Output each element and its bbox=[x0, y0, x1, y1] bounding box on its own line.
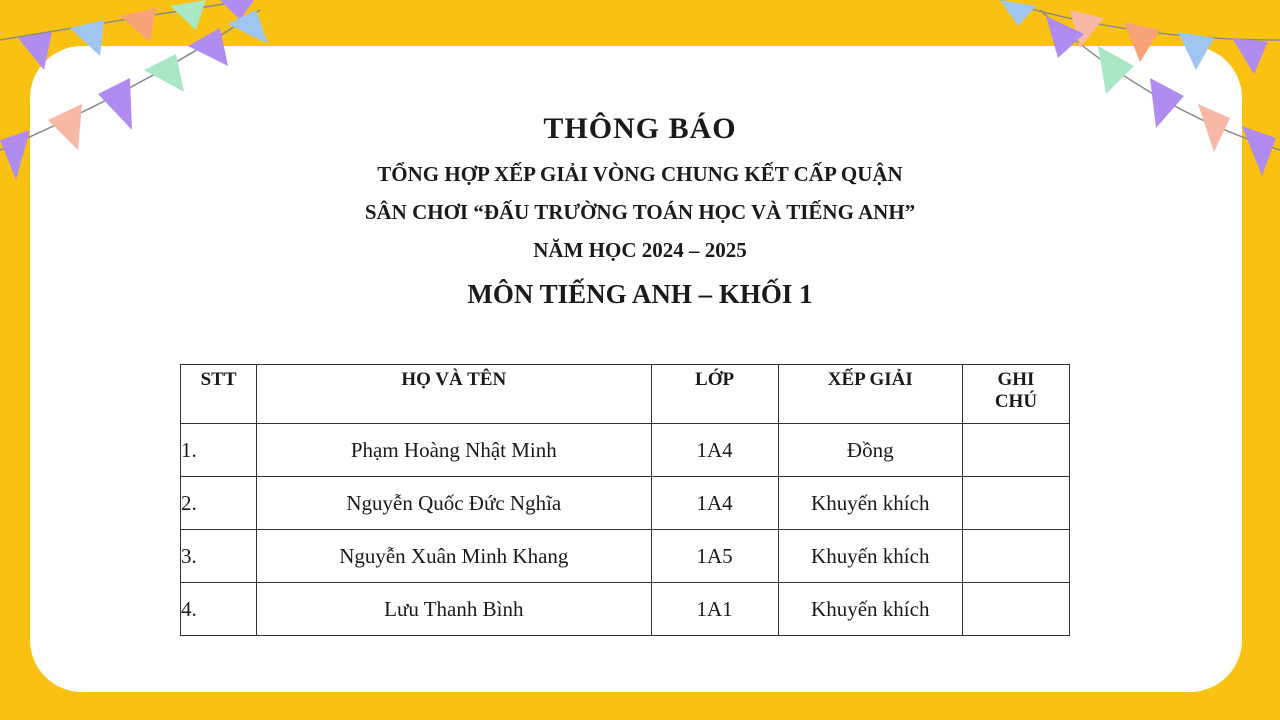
table-row bbox=[181, 583, 1070, 636]
row-rank: Khuyến khích bbox=[778, 583, 962, 636]
row-note bbox=[962, 530, 1069, 583]
notice-heading-line1: TỔNG HỢP XẾP GIẢI VÒNG CHUNG KẾT CẤP QUẬN bbox=[377, 162, 903, 186]
row-note bbox=[962, 477, 1069, 530]
row-note bbox=[962, 583, 1069, 636]
row-rank: Đồng bbox=[778, 424, 962, 477]
row-note bbox=[962, 424, 1069, 477]
header-note-line2: CHÚ bbox=[994, 391, 1038, 412]
row-name: Nguyễn Xuân Minh Khang bbox=[257, 530, 651, 583]
table-row bbox=[181, 477, 1070, 530]
table-row bbox=[181, 530, 1070, 583]
row-name: Nguyễn Quốc Đức Nghĩa bbox=[257, 477, 651, 530]
row-class: 1A1 bbox=[651, 583, 778, 636]
notice-school-year: NĂM HỌC 2024 – 2025 bbox=[533, 238, 747, 262]
header-stt: STT bbox=[181, 365, 257, 424]
table-row bbox=[181, 424, 1070, 477]
row-stt: 1. bbox=[181, 424, 257, 477]
notice-heading-line2: SÂN CHƠI “ĐẤU TRƯỜNG TOÁN HỌC VÀ TIẾNG ANH” bbox=[364, 200, 916, 224]
row-rank: Khuyến khích bbox=[778, 530, 962, 583]
header-class: LỚP bbox=[651, 365, 778, 424]
table-header-row bbox=[181, 365, 1070, 424]
notice-title: THÔNG BÁO bbox=[543, 112, 737, 145]
row-stt: 2. bbox=[181, 477, 257, 530]
row-name: Lưu Thanh Bình bbox=[257, 583, 651, 636]
row-class: 1A4 bbox=[651, 424, 778, 477]
header-note-line1: GHI bbox=[997, 369, 1035, 390]
header-name: HỌ VÀ TÊN bbox=[257, 365, 651, 424]
row-rank: Khuyến khích bbox=[778, 477, 962, 530]
header-rank: XẾP GIẢI bbox=[778, 365, 962, 424]
results-table bbox=[180, 364, 1070, 636]
row-stt: 4. bbox=[181, 583, 257, 636]
notice-subject: MÔN TIẾNG ANH – KHỐI 1 bbox=[467, 279, 813, 309]
header-note bbox=[962, 365, 1069, 424]
row-class: 1A4 bbox=[651, 477, 778, 530]
row-name: Phạm Hoàng Nhật Minh bbox=[257, 424, 651, 477]
row-class: 1A5 bbox=[651, 530, 778, 583]
row-stt: 3. bbox=[181, 530, 257, 583]
